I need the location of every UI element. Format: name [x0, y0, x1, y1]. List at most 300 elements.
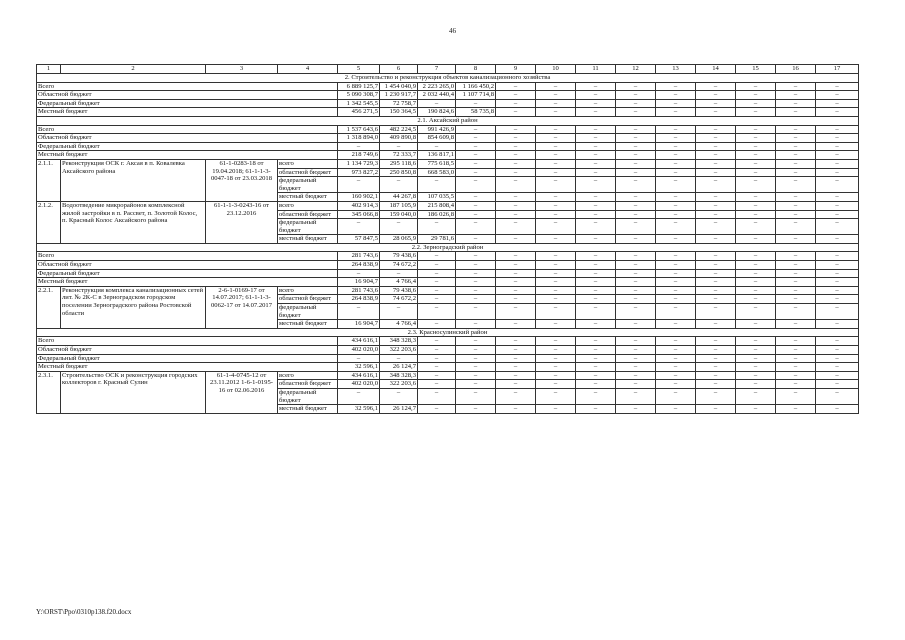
dash-cell: –: [616, 363, 656, 372]
funding-source: всего: [278, 371, 338, 380]
summary-row: [37, 354, 859, 363]
value-cell: –: [456, 235, 496, 244]
dash-cell: –: [616, 405, 656, 414]
value-cell: 160 902,1: [338, 193, 380, 202]
section-title: 2. Строительство и реконструкция объектов канализационного хозяйства: [37, 74, 859, 83]
column-number: 11: [576, 65, 616, 74]
summary-label: Областной бюджет: [37, 261, 338, 270]
value-cell: 107 035,5: [418, 193, 456, 202]
dash-cell: –: [576, 125, 616, 134]
value-cell: 190 824,6: [418, 108, 456, 117]
value-cell: 402 020,0: [338, 380, 380, 389]
dash-cell: –: [576, 134, 616, 143]
dash-cell: –: [616, 337, 656, 346]
dash-cell: –: [496, 159, 536, 168]
dash-cell: –: [816, 371, 859, 380]
value-cell: 2 032 440,4: [418, 91, 456, 100]
dash-cell: –: [496, 99, 536, 108]
dash-cell: –: [496, 363, 536, 372]
summary-label: Всего: [37, 82, 338, 91]
summary-label: Областной бюджет: [37, 134, 338, 143]
dash-cell: –: [536, 269, 576, 278]
dash-cell: –: [536, 151, 576, 160]
summary-label: Всего: [37, 252, 338, 261]
value-cell: –: [456, 219, 496, 235]
dash-cell: –: [776, 193, 816, 202]
funding-source: местный бюджет: [278, 193, 338, 202]
dash-cell: –: [616, 151, 656, 160]
dash-cell: –: [776, 201, 816, 210]
value-cell: –: [338, 177, 380, 193]
funding-source: федеральный бюджет: [278, 388, 338, 404]
dash-cell: –: [576, 91, 616, 100]
dash-cell: –: [776, 177, 816, 193]
column-number: 7: [418, 65, 456, 74]
value-cell: 345 066,8: [338, 210, 380, 219]
dash-cell: –: [696, 82, 736, 91]
dash-cell: –: [736, 405, 776, 414]
dash-cell: –: [816, 82, 859, 91]
dash-cell: –: [656, 210, 696, 219]
value-cell: –: [418, 388, 456, 404]
value-cell: –: [456, 286, 496, 295]
dash-cell: –: [696, 295, 736, 304]
value-cell: –: [418, 269, 456, 278]
column-number: 1: [37, 65, 61, 74]
dash-cell: –: [576, 108, 616, 117]
dash-cell: –: [736, 354, 776, 363]
value-cell: 187 105,9: [380, 201, 418, 210]
dash-cell: –: [656, 193, 696, 202]
dash-cell: –: [576, 177, 616, 193]
value-cell: –: [418, 142, 456, 151]
dash-cell: –: [816, 168, 859, 177]
dash-cell: –: [616, 278, 656, 287]
summary-row: [37, 346, 859, 355]
dash-cell: –: [776, 134, 816, 143]
value-cell: –: [418, 363, 456, 372]
dash-cell: –: [576, 219, 616, 235]
value-cell: 1 537 643,6: [338, 125, 380, 134]
dash-cell: –: [576, 380, 616, 389]
dash-cell: –: [536, 91, 576, 100]
value-cell: 295 118,6: [380, 159, 418, 168]
value-cell: 348 328,3: [380, 337, 418, 346]
dash-cell: –: [816, 142, 859, 151]
dash-cell: –: [816, 286, 859, 295]
dash-cell: –: [496, 337, 536, 346]
column-number: 14: [696, 65, 736, 74]
dash-cell: –: [576, 151, 616, 160]
dash-cell: –: [696, 210, 736, 219]
value-cell: 348 328,3: [380, 371, 418, 380]
value-cell: 26 124,7: [380, 405, 418, 414]
item-row: [37, 371, 859, 380]
value-cell: 854 609,8: [418, 134, 456, 143]
value-cell: –: [380, 177, 418, 193]
dash-cell: –: [736, 168, 776, 177]
dash-cell: –: [536, 388, 576, 404]
dash-cell: –: [816, 354, 859, 363]
dash-cell: –: [776, 235, 816, 244]
dash-cell: –: [696, 354, 736, 363]
dash-cell: –: [496, 134, 536, 143]
item-number: 2.1.2.: [37, 201, 61, 243]
dash-cell: –: [496, 252, 536, 261]
section-row: [37, 74, 859, 83]
value-cell: 775 618,5: [418, 159, 456, 168]
column-number: 12: [616, 65, 656, 74]
dash-cell: –: [616, 134, 656, 143]
dash-cell: –: [816, 320, 859, 329]
item-document: 61-1-0283-18 от 19.04.2018; 61-1-1-3-0047-18 от 23.03.2018: [206, 159, 278, 201]
dash-cell: –: [696, 142, 736, 151]
dash-cell: –: [576, 337, 616, 346]
dash-cell: –: [776, 388, 816, 404]
dash-cell: –: [736, 278, 776, 287]
dash-cell: –: [736, 269, 776, 278]
dash-cell: –: [776, 125, 816, 134]
dash-cell: –: [656, 320, 696, 329]
dash-cell: –: [776, 219, 816, 235]
value-cell: –: [338, 142, 380, 151]
dash-cell: –: [736, 371, 776, 380]
dash-cell: –: [576, 320, 616, 329]
column-number: 8: [456, 65, 496, 74]
value-cell: 159 040,0: [380, 210, 418, 219]
value-cell: –: [456, 388, 496, 404]
item-document: 61-1-1-3-0243-16 от 23.12.2016: [206, 201, 278, 243]
dash-cell: –: [536, 320, 576, 329]
column-number: 6: [380, 65, 418, 74]
dash-cell: –: [496, 269, 536, 278]
dash-cell: –: [816, 177, 859, 193]
summary-label: Местный бюджет: [37, 278, 338, 287]
dash-cell: –: [736, 346, 776, 355]
value-cell: 74 672,2: [380, 261, 418, 270]
dash-cell: –: [536, 142, 576, 151]
dash-cell: –: [736, 99, 776, 108]
dash-cell: –: [616, 235, 656, 244]
funding-source: всего: [278, 286, 338, 295]
dash-cell: –: [536, 193, 576, 202]
summary-label: Федеральный бюджет: [37, 99, 338, 108]
value-cell: 72 758,7: [380, 99, 418, 108]
dash-cell: –: [576, 346, 616, 355]
value-cell: 16 904,7: [338, 278, 380, 287]
dash-cell: –: [656, 286, 696, 295]
value-cell: –: [456, 193, 496, 202]
dash-cell: –: [656, 371, 696, 380]
dash-cell: –: [656, 134, 696, 143]
dash-cell: –: [536, 82, 576, 91]
value-cell: –: [456, 304, 496, 320]
value-cell: 136 817,1: [418, 151, 456, 160]
summary-label: Федеральный бюджет: [37, 269, 338, 278]
section-row: [37, 328, 859, 337]
value-cell: –: [456, 177, 496, 193]
dash-cell: –: [696, 108, 736, 117]
dash-cell: –: [696, 371, 736, 380]
dash-cell: –: [776, 82, 816, 91]
dash-cell: –: [616, 304, 656, 320]
value-cell: 74 672,2: [380, 295, 418, 304]
dash-cell: –: [776, 371, 816, 380]
dash-cell: –: [496, 388, 536, 404]
value-cell: 434 616,1: [338, 371, 380, 380]
dash-cell: –: [736, 193, 776, 202]
value-cell: 1 342 545,5: [338, 99, 380, 108]
dash-cell: –: [776, 363, 816, 372]
dash-cell: –: [616, 201, 656, 210]
dash-cell: –: [616, 261, 656, 270]
value-cell: –: [338, 354, 380, 363]
dash-cell: –: [536, 201, 576, 210]
dash-cell: –: [496, 235, 536, 244]
value-cell: –: [456, 210, 496, 219]
dash-cell: –: [496, 177, 536, 193]
item-row: [37, 201, 859, 210]
value-cell: –: [418, 371, 456, 380]
summary-label: Областной бюджет: [37, 346, 338, 355]
dash-cell: –: [616, 346, 656, 355]
dash-cell: –: [776, 108, 816, 117]
value-cell: –: [456, 269, 496, 278]
value-cell: 1 230 917,7: [380, 91, 418, 100]
dash-cell: –: [496, 371, 536, 380]
dash-cell: –: [736, 295, 776, 304]
dash-cell: –: [696, 134, 736, 143]
value-cell: –: [456, 201, 496, 210]
value-cell: –: [418, 219, 456, 235]
value-cell: 57 847,5: [338, 235, 380, 244]
dash-cell: –: [736, 388, 776, 404]
dash-cell: –: [736, 219, 776, 235]
value-cell: 1 107 714,8: [456, 91, 496, 100]
value-cell: 456 271,5: [338, 108, 380, 117]
dash-cell: –: [536, 159, 576, 168]
dash-cell: –: [656, 201, 696, 210]
dash-cell: –: [736, 151, 776, 160]
dash-cell: –: [696, 219, 736, 235]
dash-cell: –: [656, 125, 696, 134]
dash-cell: –: [576, 82, 616, 91]
dash-cell: –: [696, 380, 736, 389]
summary-row: [37, 91, 859, 100]
value-cell: –: [456, 159, 496, 168]
item-number: 2.2.1.: [37, 286, 61, 328]
summary-row: [37, 269, 859, 278]
section-row: [37, 116, 859, 125]
dash-cell: –: [736, 125, 776, 134]
value-cell: 6 889 125,7: [338, 82, 380, 91]
summary-row: [37, 278, 859, 287]
value-cell: 409 890,8: [380, 134, 418, 143]
dash-cell: –: [736, 380, 776, 389]
funding-source: федеральный бюджет: [278, 177, 338, 193]
value-cell: 79 438,6: [380, 252, 418, 261]
dash-cell: –: [496, 295, 536, 304]
dash-cell: –: [696, 151, 736, 160]
dash-cell: –: [656, 168, 696, 177]
dash-cell: –: [536, 235, 576, 244]
summary-label: Всего: [37, 125, 338, 134]
value-cell: –: [456, 278, 496, 287]
dash-cell: –: [816, 278, 859, 287]
value-cell: 32 596,1: [338, 405, 380, 414]
dash-cell: –: [736, 201, 776, 210]
dash-cell: –: [656, 346, 696, 355]
value-cell: 281 743,6: [338, 286, 380, 295]
dash-cell: –: [536, 219, 576, 235]
dash-cell: –: [576, 168, 616, 177]
dash-cell: –: [696, 159, 736, 168]
dash-cell: –: [496, 286, 536, 295]
dash-cell: –: [536, 346, 576, 355]
dash-cell: –: [616, 193, 656, 202]
dash-cell: –: [776, 286, 816, 295]
value-cell: 29 781,6: [418, 235, 456, 244]
dash-cell: –: [776, 269, 816, 278]
dash-cell: –: [696, 388, 736, 404]
dash-cell: –: [616, 108, 656, 117]
value-cell: 402 914,3: [338, 201, 380, 210]
dash-cell: –: [696, 346, 736, 355]
value-cell: –: [338, 304, 380, 320]
value-cell: –: [380, 142, 418, 151]
dash-cell: –: [696, 235, 736, 244]
value-cell: –: [456, 295, 496, 304]
value-cell: 218 749,6: [338, 151, 380, 160]
value-cell: 1 454 040,9: [380, 82, 418, 91]
funding-source: местный бюджет: [278, 235, 338, 244]
value-cell: –: [338, 219, 380, 235]
dash-cell: –: [656, 108, 696, 117]
dash-cell: –: [536, 125, 576, 134]
funding-source: областной бюджет: [278, 295, 338, 304]
summary-label: Всего: [37, 337, 338, 346]
dash-cell: –: [536, 295, 576, 304]
dash-cell: –: [816, 219, 859, 235]
value-cell: –: [380, 269, 418, 278]
value-cell: 973 827,2: [338, 168, 380, 177]
dash-cell: –: [536, 168, 576, 177]
value-cell: –: [418, 295, 456, 304]
dash-cell: –: [656, 295, 696, 304]
dash-cell: –: [816, 125, 859, 134]
dash-cell: –: [776, 142, 816, 151]
dash-cell: –: [736, 91, 776, 100]
dash-cell: –: [616, 210, 656, 219]
dash-cell: –: [616, 286, 656, 295]
item-number: 2.1.1.: [37, 159, 61, 201]
value-cell: –: [418, 320, 456, 329]
value-cell: –: [418, 177, 456, 193]
dash-cell: –: [576, 295, 616, 304]
dash-cell: –: [816, 108, 859, 117]
value-cell: 322 203,6: [380, 380, 418, 389]
funding-source: областной бюджет: [278, 168, 338, 177]
value-cell: 150 364,5: [380, 108, 418, 117]
section-title: 2.2. Зерноградский район: [37, 243, 859, 252]
dash-cell: –: [496, 346, 536, 355]
dash-cell: –: [816, 363, 859, 372]
value-cell: 250 850,8: [380, 168, 418, 177]
funding-source: областной бюджет: [278, 380, 338, 389]
summary-row: [37, 151, 859, 160]
dash-cell: –: [536, 278, 576, 287]
dash-cell: –: [696, 193, 736, 202]
dash-cell: –: [816, 269, 859, 278]
value-cell: –: [456, 346, 496, 355]
value-cell: –: [418, 286, 456, 295]
dash-cell: –: [496, 151, 536, 160]
dash-cell: –: [816, 405, 859, 414]
value-cell: 1 318 894,0: [338, 134, 380, 143]
summary-row: [37, 142, 859, 151]
dash-cell: –: [576, 142, 616, 151]
column-number-row: [37, 65, 859, 74]
dash-cell: –: [696, 261, 736, 270]
dash-cell: –: [616, 252, 656, 261]
dash-cell: –: [776, 304, 816, 320]
dash-cell: –: [576, 388, 616, 404]
value-cell: 1 166 450,2: [456, 82, 496, 91]
dash-cell: –: [696, 405, 736, 414]
dash-cell: –: [776, 91, 816, 100]
dash-cell: –: [656, 159, 696, 168]
footer-file-path: Y:\ORST\Ppo\0310p138.f20.docx: [36, 608, 132, 616]
dash-cell: –: [736, 159, 776, 168]
dash-cell: –: [776, 380, 816, 389]
value-cell: –: [456, 405, 496, 414]
dash-cell: –: [576, 201, 616, 210]
value-cell: 264 838,9: [338, 295, 380, 304]
dash-cell: –: [816, 295, 859, 304]
dash-cell: –: [696, 125, 736, 134]
dash-cell: –: [496, 201, 536, 210]
item-row: [37, 159, 859, 168]
dash-cell: –: [576, 304, 616, 320]
dash-cell: –: [576, 354, 616, 363]
dash-cell: –: [576, 159, 616, 168]
dash-cell: –: [496, 168, 536, 177]
dash-cell: –: [576, 235, 616, 244]
column-number: 13: [656, 65, 696, 74]
dash-cell: –: [696, 363, 736, 372]
dash-cell: –: [576, 261, 616, 270]
value-cell: 72 333,7: [380, 151, 418, 160]
column-number: 5: [338, 65, 380, 74]
summary-row: [37, 261, 859, 270]
dash-cell: –: [616, 177, 656, 193]
dash-cell: –: [776, 337, 816, 346]
value-cell: 16 904,7: [338, 320, 380, 329]
value-cell: –: [418, 99, 456, 108]
dash-cell: –: [736, 261, 776, 270]
dash-cell: –: [696, 304, 736, 320]
dash-cell: –: [496, 261, 536, 270]
value-cell: –: [456, 99, 496, 108]
summary-label: Областной бюджет: [37, 91, 338, 100]
dash-cell: –: [736, 337, 776, 346]
dash-cell: –: [616, 168, 656, 177]
column-number: 9: [496, 65, 536, 74]
dash-cell: –: [616, 219, 656, 235]
item-name: Водоотведение микрорайонов комплексной жилой застройки в п. Рассвет, п. Золотой Колос, п. Красный Колос Аксайского района: [61, 201, 206, 243]
dash-cell: –: [656, 354, 696, 363]
dash-cell: –: [536, 261, 576, 270]
